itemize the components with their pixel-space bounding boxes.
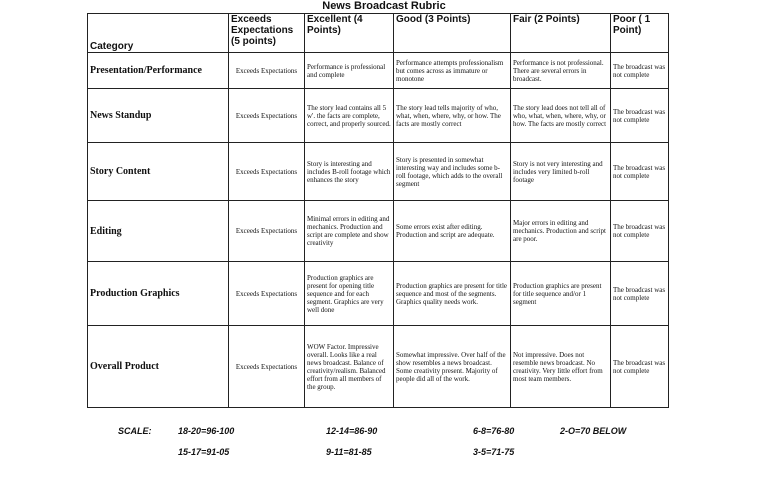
- header-category: Category: [88, 14, 229, 53]
- row-category: Overall Product: [88, 326, 229, 408]
- good-cell: Production graphics are present for title sequence and most of the segments. Graphics quality needs work.: [394, 262, 511, 326]
- scale-entry: 12-14=86-90: [326, 426, 378, 436]
- row-category: Story Content: [88, 143, 229, 201]
- poor-cell: The broadcast was not complete: [611, 262, 669, 326]
- fair-cell: Production graphics are present for title sequence and/or 1 segment: [511, 262, 611, 326]
- good-cell: Some errors exist after editing. Production and script are adequate.: [394, 201, 511, 262]
- row-category: Production Graphics: [88, 262, 229, 326]
- exceeds-cell: Exceeds Expectations: [229, 143, 305, 201]
- poor-cell: The broadcast was not complete: [611, 201, 669, 262]
- excellent-cell: The story lead contains all 5 w'. the facts are complete, correct, and properly sourced.: [305, 89, 394, 143]
- row-category: Presentation/Performance: [88, 53, 229, 89]
- good-cell: The story lead tells majority of who, what, when, where, why, or how. The facts are mostly correct: [394, 89, 511, 143]
- excellent-cell: Minimal errors in editing and mechanics. Production and script are complete and show creativity: [305, 201, 394, 262]
- good-cell: Performance attempts professionalism but comes across as immature or monotone: [394, 53, 511, 89]
- header-excellent: Excellent (4 Points): [305, 14, 394, 53]
- scale-entry: 3-5=71-75: [473, 447, 515, 457]
- exceeds-cell: Exceeds Expectations: [229, 262, 305, 326]
- excellent-cell: Production graphics are present for opening title sequence and for each segment. Graphics are very well done: [305, 262, 394, 326]
- fair-cell: The story lead does not tell all of who, what, when, where, why, or how. The facts are mostly correct: [511, 89, 611, 143]
- scale-entry: 6-8=76-80: [473, 426, 515, 436]
- scale-entry: 18-20=96-100: [178, 426, 235, 436]
- header-row: [88, 14, 669, 53]
- scale-label: SCALE:: [118, 426, 152, 436]
- header-poor: Poor ( 1 Point): [611, 14, 669, 53]
- scale-entry: 9-11=81-85: [326, 447, 372, 457]
- header-fair: Fair (2 Points): [511, 14, 611, 53]
- exceeds-cell: Exceeds Expectations: [229, 326, 305, 408]
- fair-cell: Story is not very interesting and includes very limited b-roll footage: [511, 143, 611, 201]
- poor-cell: The broadcast was not complete: [611, 89, 669, 143]
- table-row: [88, 201, 669, 262]
- table-row: [88, 89, 669, 143]
- header-exceeds: Exceeds Expectations (5 points): [229, 14, 305, 53]
- fair-cell: Not impressive. Does not resemble news broadcast. No creativity. Very little effort from most team members.: [511, 326, 611, 408]
- good-cell: Story is presented in somewhat interesting way and includes some b-roll footage, which adds to the overall segment: [394, 143, 511, 201]
- table-row: [88, 143, 669, 201]
- scale-entry: 2-O=70 BELOW: [560, 426, 627, 436]
- good-cell: Somewhat impressive. Over half of the show resembles a news broadcast. Some creativity present. Majority of people did all of the work.: [394, 326, 511, 408]
- fair-cell: Performance is not professional. There are several errors in broadcast.: [511, 53, 611, 89]
- excellent-cell: Performance is professional and complete: [305, 53, 394, 89]
- table-row: [88, 53, 669, 89]
- fair-cell: Major errors in editing and mechanics. Production and script are poor.: [511, 201, 611, 262]
- row-category: Editing: [88, 201, 229, 262]
- exceeds-cell: Exceeds Expectations: [229, 201, 305, 262]
- exceeds-cell: Exceeds Expectations: [229, 89, 305, 143]
- excellent-cell: WOW Factor. Impressive overall. Looks like a real news broadcast. Balance of creativity/realism. Balanced effort from all members of the group.: [305, 326, 394, 408]
- rubric-title: News Broadcast Rubric: [322, 0, 446, 12]
- poor-cell: The broadcast was not complete: [611, 326, 669, 408]
- header-good: Good (3 Points): [394, 14, 511, 53]
- exceeds-cell: Exceeds Expectations: [229, 53, 305, 89]
- scale-entry: 15-17=91-05: [178, 447, 230, 457]
- excellent-cell: Story is interesting and includes B-roll footage which enhances the story: [305, 143, 394, 201]
- poor-cell: The broadcast was not complete: [611, 143, 669, 201]
- table-row: [88, 326, 669, 408]
- rubric-table: [87, 13, 669, 408]
- poor-cell: The broadcast was not complete: [611, 53, 669, 89]
- table-row: [88, 262, 669, 326]
- row-category: News Standup: [88, 89, 229, 143]
